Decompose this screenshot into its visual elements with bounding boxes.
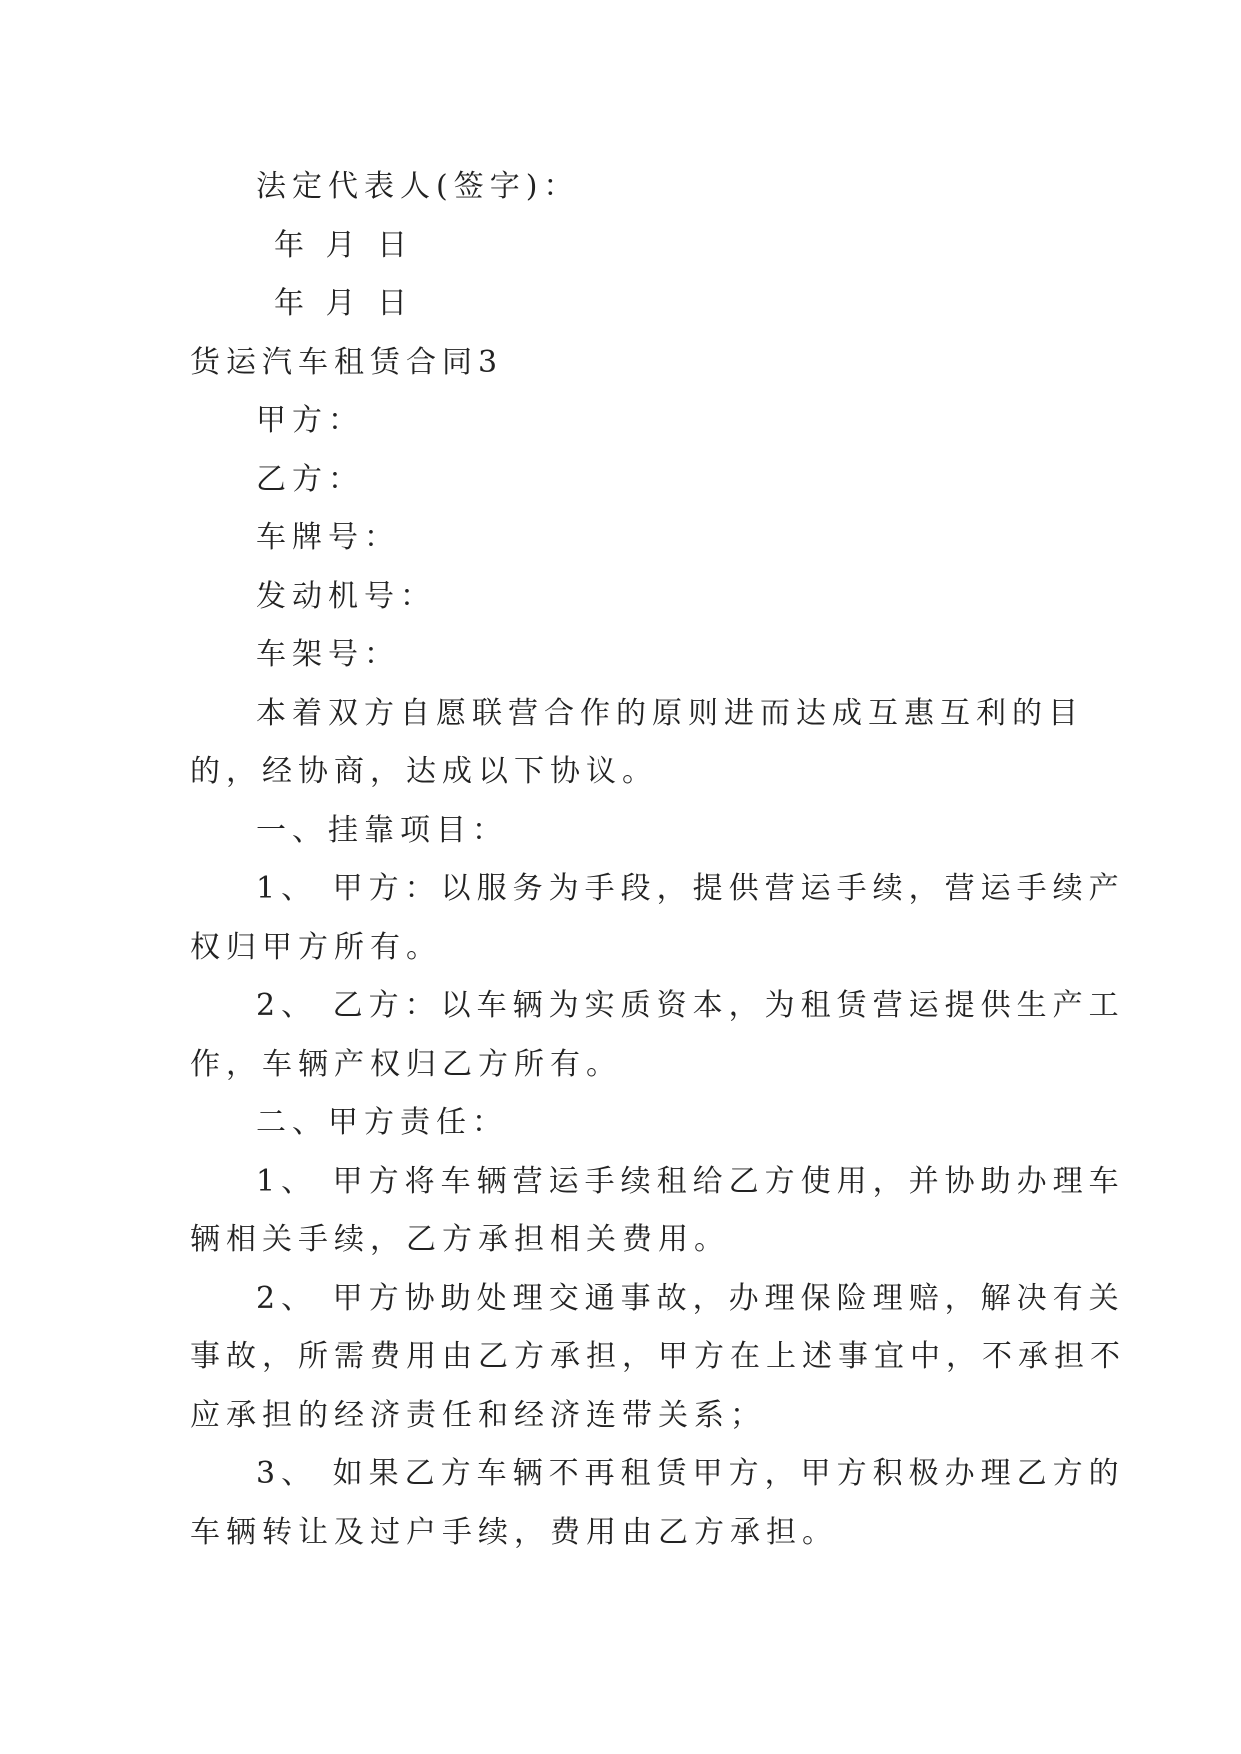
contract-title: 货运汽车租赁合同3	[190, 344, 504, 380]
party-b-field: 乙方：	[256, 461, 364, 497]
paragraph-line: 2、 乙方：以车辆为实质资本，为租赁营运提供生产工	[256, 988, 1125, 1023]
engine-number-field: 发动机号：	[256, 578, 436, 614]
paragraph-line: 事故，所需费用由乙方承担，甲方在上述事宜中，不承担不	[190, 1339, 1126, 1374]
plate-number-field: 车牌号：	[256, 520, 400, 555]
date-line: 年 月 日	[274, 286, 414, 321]
paragraph-line: 车辆转让及过户手续，费用由乙方承担。	[190, 1514, 838, 1550]
party-a-field: 甲方：	[256, 403, 364, 438]
document-body	[190, 158, 1126, 1562]
paragraph-line: 1、 甲方将车辆营运手续租给乙方使用，并协助办理车	[256, 1163, 1125, 1199]
section-heading: 一、挂靠项目：	[256, 812, 508, 848]
section-heading: 二、甲方责任：	[256, 1105, 508, 1140]
paragraph-line: 的，经协商，达成以下协议。	[190, 754, 658, 789]
paragraph-line: 辆相关手续，乙方承担相关费用。	[190, 1222, 730, 1257]
date-line: 年 月 日	[274, 227, 414, 263]
paragraph-line: 3、 如果乙方车辆不再租赁甲方，甲方积极办理乙方的	[256, 1456, 1125, 1491]
paragraph-line: 本着双方自愿联营合作的原则进而达成互惠互利的目	[256, 695, 1084, 731]
signature-line-legal-rep: 法定代表人(签字)：	[256, 169, 580, 204]
paragraph-line: 1、 甲方：以服务为手段，提供营运手续，营运手续产	[256, 871, 1125, 906]
frame-number-field: 车架号：	[256, 637, 400, 672]
paragraph-line: 权归甲方所有。	[190, 929, 442, 965]
paragraph-line: 应承担的经济责任和经济连带关系；	[190, 1397, 766, 1433]
paragraph-line: 作，车辆产权归乙方所有。	[190, 1046, 622, 1082]
paragraph-line: 2、 甲方协助处理交通事故，办理保险理赔，解决有关	[256, 1280, 1125, 1316]
